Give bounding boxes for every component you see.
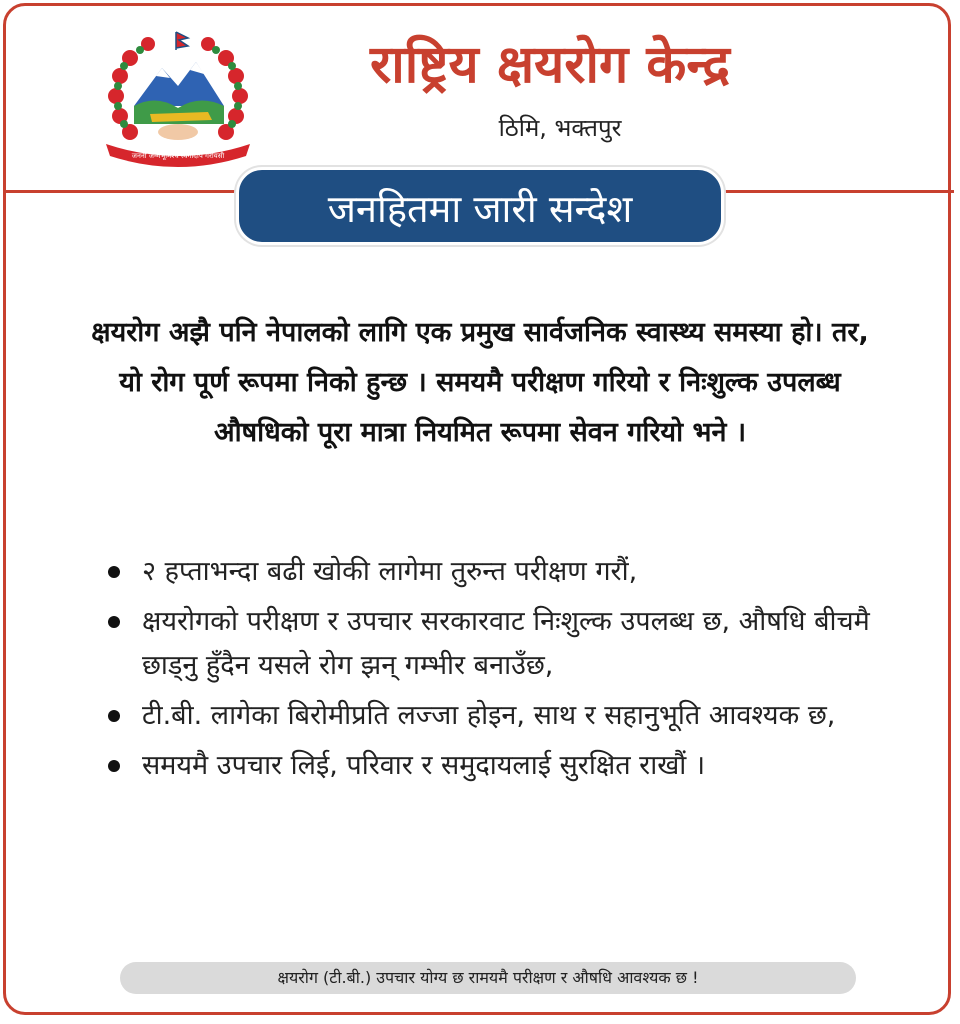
intro-paragraph: क्षयरोग अझै पनि नेपालको लागि एक प्रमुख सार्वजनिक स्वास्थ्य समस्या हो। तर, यो रोग पूर्ण रूपमा निको हुन्छ । समयमै परीक्षण गरियो र निःशुल्क उपलब्ध औषधिको पूरा मात्रा नियमित रूपमा सेवन गरियो भने ।	[91, 317, 869, 448]
bullet-list	[100, 550, 900, 794]
list-item-text: क्षयरोगको परीक्षण र उपचार सरकारवाट निःशुल्क उपलब्ध छ, औषधि बीचमै छाड्नु हुँदैन यसले रोग झन् गम्भीर बनाउँछ,	[142, 606, 870, 681]
emblem-motto: जननी जन्मभूमिश्च स्वर्गादपि गरीयसी	[131, 152, 225, 160]
bullet-icon	[108, 616, 120, 628]
list-item-text: टी.बी. लागेका बिरोमीप्रति लज्जा होइन, साथ र सहानुभूति आवश्यक छ,	[142, 700, 836, 731]
footer-note: क्षयरोग (टी.बी.) उपचार योग्य छ रामयमै परीक्षण र औषधि आवश्यक छ !	[120, 962, 856, 994]
list-item-text: समयमै उपचार लिई, परिवार र समुदायलाई सुरक्षित राखौं ।	[142, 750, 706, 781]
page-subtitle: ठिमि, भक्तपुर	[498, 114, 622, 142]
page-title: राष्ट्रिय क्षयरोग केन्द्र	[369, 35, 730, 95]
list-item-text: २ हप्ताभन्दा बढी खोकी लागेमा तुरुन्त परीक्षण गरौं,	[142, 556, 638, 587]
list-item	[100, 744, 900, 788]
bullet-icon	[108, 760, 120, 772]
list-item	[100, 694, 900, 738]
list-item	[100, 550, 900, 594]
bullet-icon	[108, 566, 120, 578]
divider-right	[718, 190, 954, 193]
list-item	[100, 600, 900, 688]
divider-left	[3, 190, 241, 193]
nepal-emblem-icon	[100, 28, 256, 168]
notice-banner: जनहितमा जारी सन्देश	[236, 167, 724, 245]
bullet-icon	[108, 710, 120, 722]
